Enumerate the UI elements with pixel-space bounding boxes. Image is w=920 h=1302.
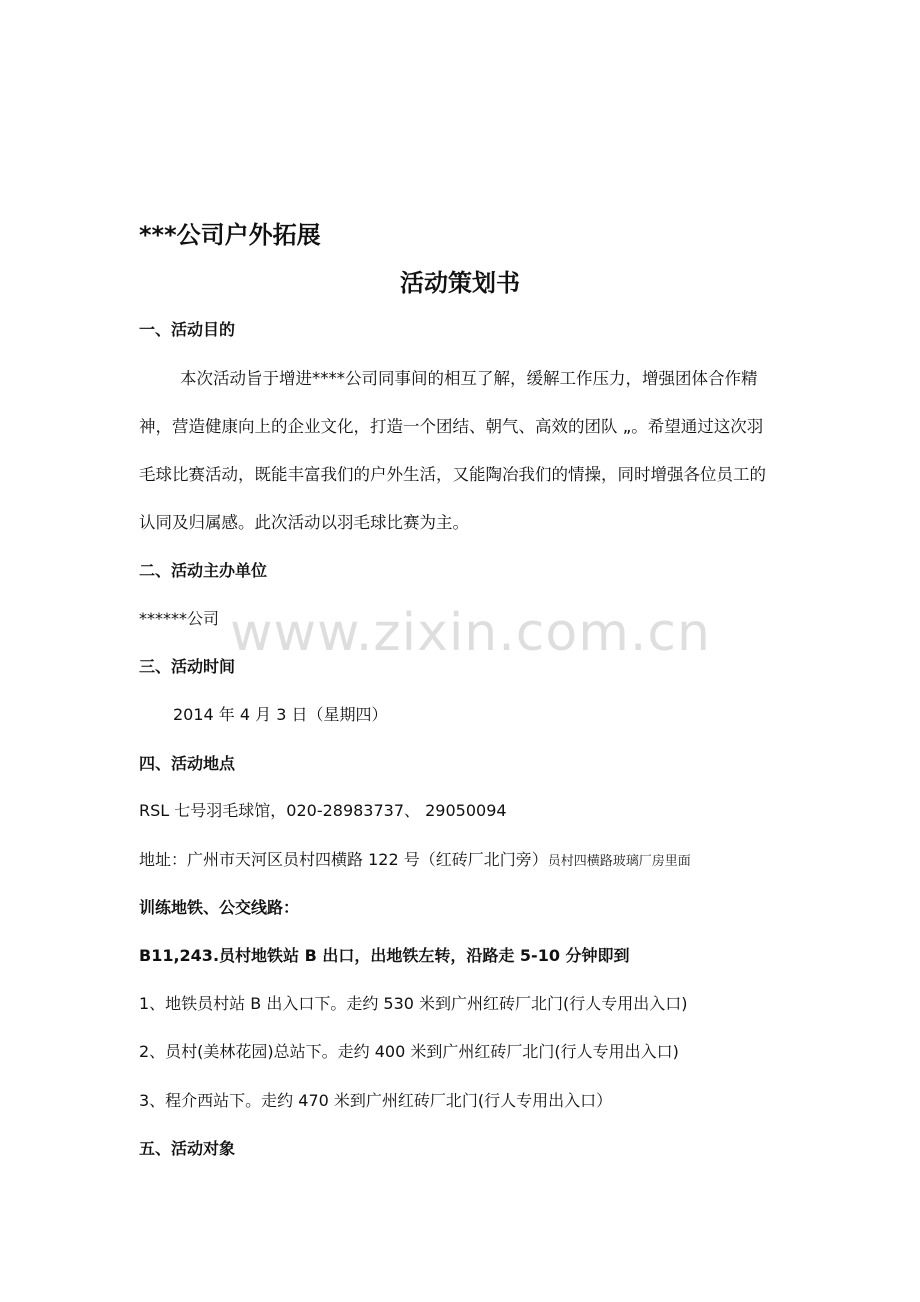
organizer-name: ******公司 <box>139 609 220 628</box>
purpose-paragraph-line: 本次活动旨于增进****公司同事间的相互了解，缓解工作压力，增强团体合作精 <box>180 369 758 388</box>
venue-contact: RSL 七号羽毛球馆，020-28983737、 29050094 <box>139 801 507 820</box>
purpose-paragraph-line: 毛球比赛活动，既能丰富我们的户外生活，又能陶冶我们的情操，同时增强各位员工的 <box>139 465 766 484</box>
route-item: 3、程介西站下。走约 470 米到广州红砖厂北门(行人专用出入口） <box>139 1091 613 1110</box>
purpose-paragraph-line: 认同及归属感。此次活动以羽毛球比赛为主。 <box>139 513 469 532</box>
routes-metro-summary: B11,243.员村地铁站 B 出口，出地铁左转，沿路走 5-10 分钟即到 <box>139 946 630 965</box>
event-date: 2014 年 4 月 3 日（星期四） <box>173 705 388 724</box>
route-item: 2、员村(美林花园)总站下。走约 400 米到广州红砖厂北门(行人专用出入口) <box>139 1042 679 1061</box>
document-subtitle: 活动策划书 <box>400 269 520 297</box>
document-title: ***公司户外拓展 <box>139 221 321 249</box>
section-heading-organizer: 二、活动主办单位 <box>139 561 268 580</box>
purpose-paragraph-line: 神，营造健康向上的企业文化，打造一个团结、朝气、高效的团队 „。希望通过这次羽 <box>139 417 764 436</box>
route-item: 1、地铁员村站 B 出入口下。走约 530 米到广州红砖厂北门(行人专用出入口) <box>139 994 688 1013</box>
venue-address-main: 地址：广州市天河区员村四横路 122 号（红砖厂北门旁） <box>139 850 548 869</box>
venue-address <box>139 852 691 868</box>
section-heading-purpose: 一、活动目的 <box>139 320 236 339</box>
venue-address-note: 员村四横路玻璃厂房里面 <box>547 854 691 869</box>
section-heading-time: 三、活动时间 <box>139 657 236 676</box>
section-heading-participants: 五、活动对象 <box>139 1139 236 1158</box>
routes-heading: 训练地铁、公交线路： <box>139 898 300 917</box>
watermark: www.zixin.com.cn <box>230 603 711 663</box>
section-heading-location: 四、活动地点 <box>139 754 236 773</box>
